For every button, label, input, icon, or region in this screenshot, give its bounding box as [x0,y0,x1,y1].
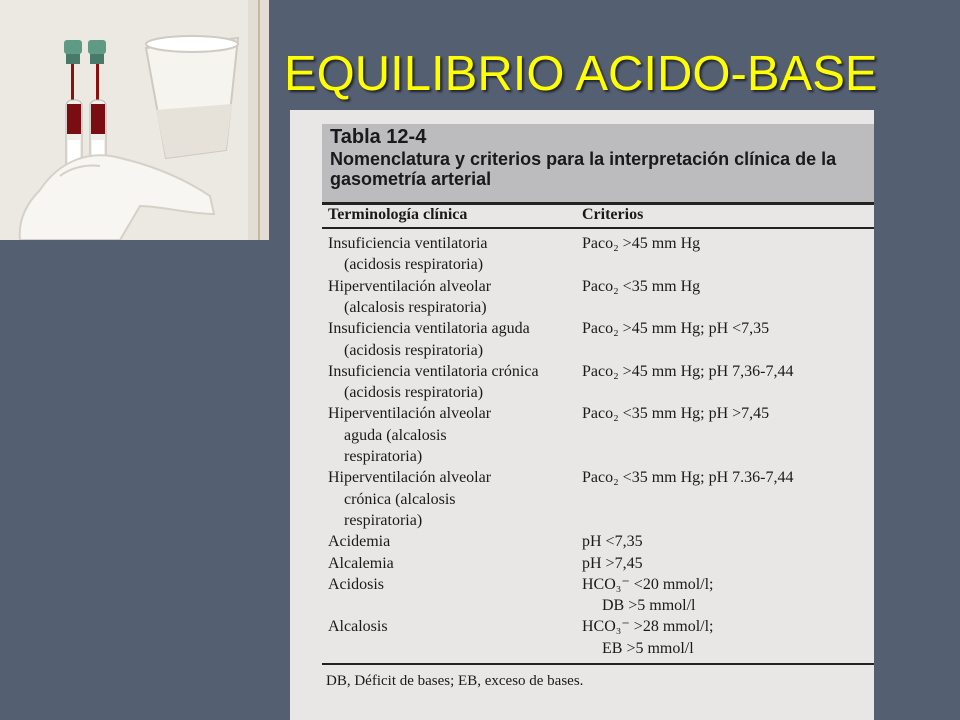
table-number: Tabla 12-4 [330,126,427,148]
term-cell: Acidemia [328,533,391,551]
criteria-cell: HCO₃⁻ >28 mmol/l; [582,618,714,636]
criteria-cell: pH <7,35 [582,533,643,551]
table-image [290,110,874,720]
term-cell: Alcalemia [328,554,394,572]
term-cell: respiratoria) [344,511,423,529]
term-cell: (acidosis respiratoria) [344,341,484,359]
term-cell: Hiperventilación alveolar [328,405,492,423]
term-cell: Insuficiencia ventilatoria [328,235,488,252]
column-header-terminology: Terminología clínica [328,206,468,223]
lab-photo [0,0,269,240]
term-cell: (alcalosis respiratoria) [344,298,487,316]
criteria-cell: Paco₂ <35 mm Hg [582,277,701,295]
criteria-cell: EB >5 mmol/l [602,639,694,657]
term-cell: aguda (alcalosis [344,426,447,444]
criteria-cell: Paco₂ <35 mm Hg; pH >7,45 [582,405,770,423]
term-cell: Hiperventilación alveolar [328,469,492,487]
table-caption: Nomenclatura y criterios para la interpretación clínica de la gasometría arterial [330,149,837,189]
term-cell: Insuficiencia ventilatoria crónica [328,362,539,380]
term-cell: Hiperventilación alveolar [328,277,492,295]
term-cell: Acidosis [328,575,384,593]
criteria-cell: Paco₂ <35 mm Hg; pH 7.36-7,44 [582,469,794,487]
term-cell: Alcalosis [328,618,388,636]
table-body [290,110,874,720]
term-cell: respiratoria) [344,448,423,465]
column-header-criteria: Criterios [582,206,644,223]
bottom-rule [322,663,874,665]
term-cell: Insuficiencia ventilatoria aguda [328,320,530,338]
term-cell: (acidosis respiratoria) [344,256,484,274]
criteria-cell: HCO₃⁻ <20 mmol/l; [582,575,714,593]
criteria-cell: pH >7,45 [582,554,643,572]
table-footnote: DB, Déficit de bases; EB, exceso de bases. [326,673,584,689]
term-cell: (acidosis respiratoria) [344,384,484,402]
criteria-cell: Paco₂ >45 mm Hg; pH <7,35 [582,320,770,338]
criteria-cell: Paco₂ >45 mm Hg [582,235,701,252]
criteria-cell: Paco₂ >45 mm Hg; pH 7,36-7,44 [582,362,794,380]
term-cell: crónica (alcalosis [344,490,456,508]
lab-photo-illustration [0,0,269,240]
criteria-cell: DB >5 mmol/l [602,597,696,615]
slide-title: EQUILIBRIO ACIDO-BASE [284,47,878,101]
